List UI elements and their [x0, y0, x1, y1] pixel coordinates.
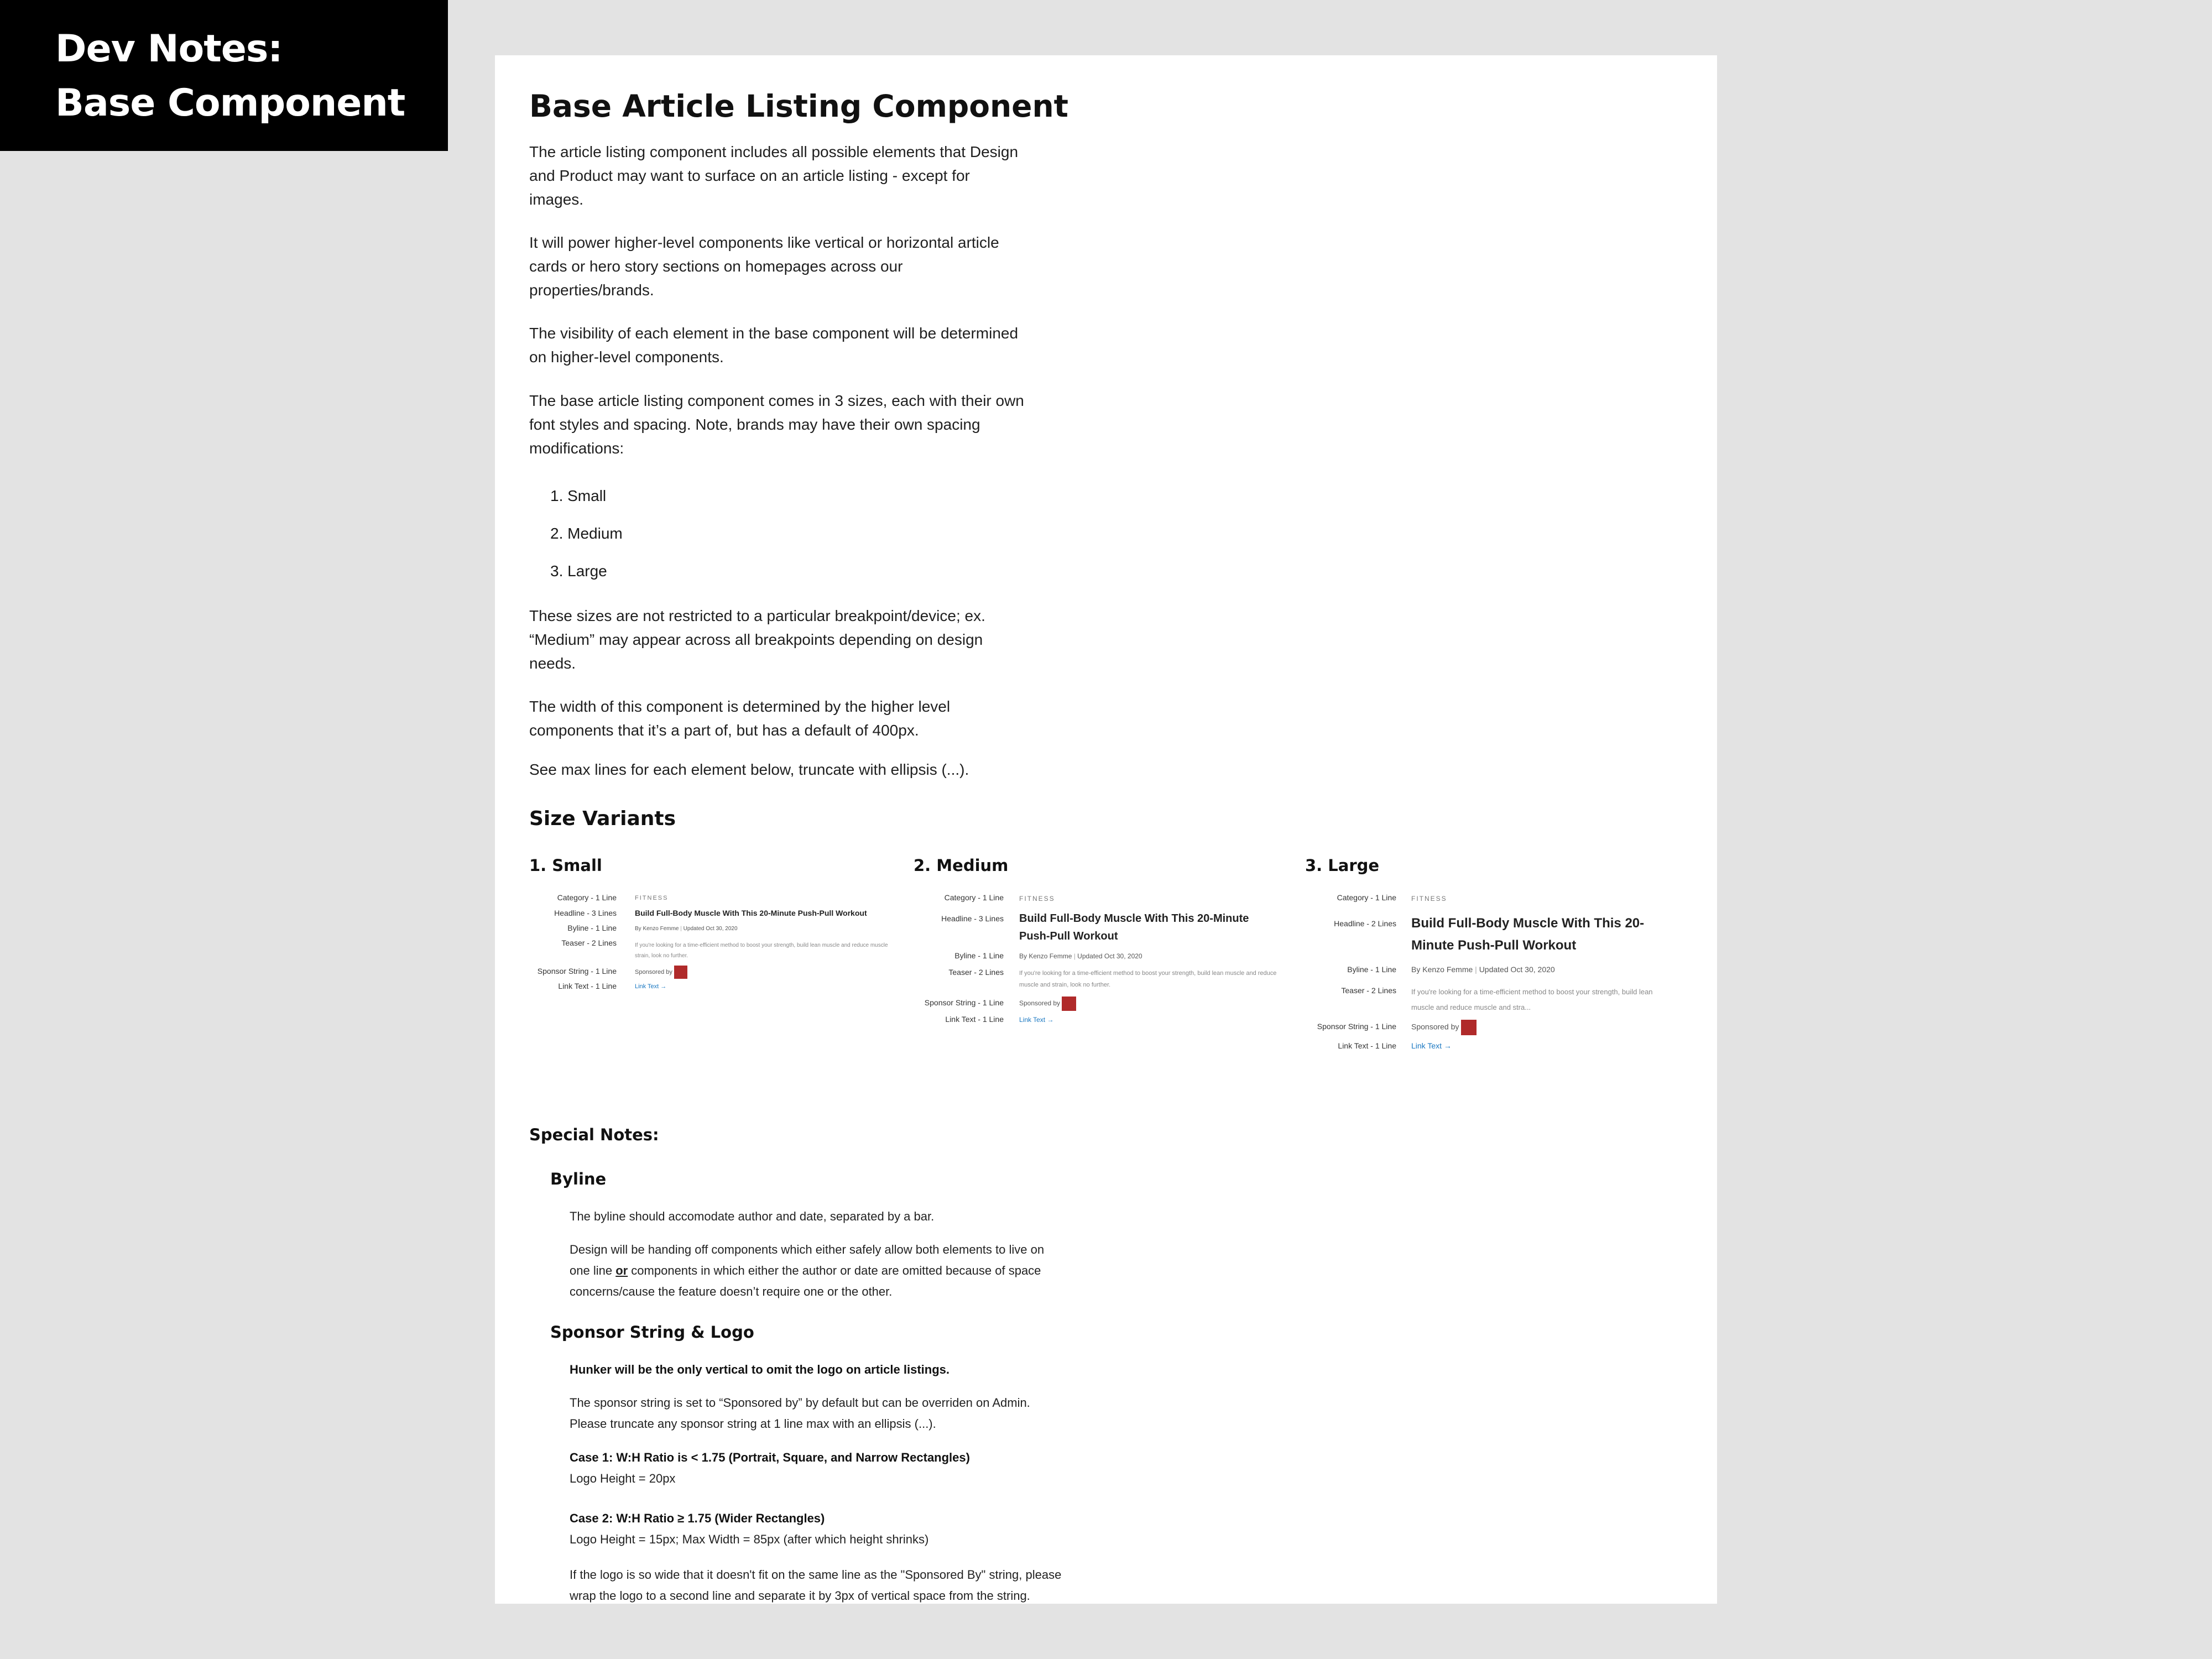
variant-medium-heading: 2. Medium	[914, 856, 1009, 875]
label-sponsor: Sponsor String - 1 Line	[537, 967, 617, 975]
sponsor-note: The sponsor string is set to “Sponsored by” by default but can be overriden on Admin. Please truncate any sponsor string at 1 line max with an ellipsis (...).	[570, 1396, 1030, 1431]
byline-note: The byline should accomodate author and date, separated by a bar.	[570, 1209, 935, 1223]
sample-byline: By Kenzo Femme | Updated Oct 30, 2020	[1019, 952, 1142, 960]
sponsor-logo	[1461, 1020, 1477, 1035]
header-title-line2: Base Component	[55, 81, 405, 125]
label-sponsor: Sponsor String - 1 Line	[924, 998, 1004, 1007]
label-byline: Byline - 1 Line	[954, 951, 1004, 960]
sample-link[interactable]: Link Text →	[635, 983, 667, 990]
label-link: Link Text - 1 Line	[558, 982, 617, 990]
sample-link[interactable]: Link Text →	[1019, 1016, 1054, 1024]
sponsor-note: Hunker will be the only vertical to omit the logo on article listings.	[570, 1363, 950, 1376]
byline-author: By Kenzo Femme	[1411, 965, 1473, 974]
label-teaser: Teaser - 2 Lines	[948, 968, 1004, 977]
header-title-line1: Dev Notes:	[55, 27, 283, 71]
body-paragraph: These sizes are not restricted to a particular breakpoint/device; ex. “Medium” may appear across all breakpoints depending on design needs.	[529, 607, 985, 672]
size-variants-heading: Size Variants	[529, 807, 676, 830]
sample-teaser: If you're looking for a time-efficient method to boost your strength, build lean muscle and reduce muscle and stra...	[1411, 988, 1653, 1011]
page-header-block	[0, 0, 448, 151]
label-headline: Headline - 3 Lines	[554, 909, 617, 917]
special-notes-heading: Special Notes:	[529, 1125, 659, 1144]
sample-headline: Build Full-Body Muscle With This 20-Minute Push-Pull Workout	[635, 909, 867, 917]
sponsor-logo	[674, 966, 687, 979]
label-teaser: Teaser - 2 Lines	[561, 938, 617, 947]
case2-title: Case 2: W:H Ratio ≥ 1.75 (Wider Rectangles)	[570, 1511, 825, 1525]
label-headline: Headline - 3 Lines	[941, 914, 1004, 923]
byline-author: By Kenzo Femme	[1019, 952, 1072, 960]
label-category: Category - 1 Line	[557, 893, 617, 902]
label-category: Category - 1 Line	[1337, 893, 1396, 902]
label-byline: Byline - 1 Line	[567, 924, 617, 932]
sponsor-note: If the logo is so wide that it doesn't fit on the same line as the "Sponsored By" string, please wrap the logo to a second line and separate it by 3px of vertical space from the string.	[570, 1568, 1062, 1603]
size-list-item: 1. Small	[550, 487, 607, 504]
label-teaser: Teaser - 2 Lines	[1341, 986, 1396, 995]
sample-category: FITNESS	[1411, 895, 1447, 902]
label-link: Link Text - 1 Line	[1338, 1041, 1396, 1050]
sponsor-logo	[1062, 997, 1076, 1011]
intro-paragraph: The base article listing component comes in 3 sizes, each with their own font styles and spacing. Note, brands may have their own spacing modifications:	[529, 392, 1024, 457]
label-link: Link Text - 1 Line	[945, 1015, 1004, 1024]
sample-teaser: If you're looking for a time-efficient method to boost your strength, build lean muscle and reduce muscle strain, look no further.	[635, 942, 888, 959]
body-paragraph: See max lines for each element below, truncate with ellipsis (...).	[529, 761, 969, 778]
sample-sponsor: Sponsored by	[1411, 1020, 1477, 1035]
intro-paragraph: It will power higher-level components like vertical or horizontal article cards or hero story sections on homepages across our properties/brands.	[529, 234, 999, 299]
label-sponsor: Sponsor String - 1 Line	[1317, 1022, 1396, 1031]
variant-large-heading: 3. Large	[1305, 856, 1380, 875]
case2-body: Logo Height = 15px; Max Width = 85px (after which height shrinks)	[570, 1532, 929, 1546]
document-card	[495, 55, 1717, 1604]
sample-category: FITNESS	[635, 895, 669, 901]
case1-title: Case 1: W:H Ratio is < 1.75 (Portrait, Square, and Narrow Rectangles)	[570, 1451, 970, 1464]
byline-note: Design will be handing off components which either safely allow both elements to live on one line or components in which either the author or date are omitted because of space concerns/cause the feature doesn’t require one or the other.	[570, 1243, 1045, 1298]
sample-headline: Build Full-Body Muscle With This 20-Minute Push-Pull Workout	[1019, 912, 1249, 942]
sample-byline: By Kenzo Femme | Updated Oct 30, 2020	[635, 926, 738, 932]
byline-date: Updated Oct 30, 2020	[683, 926, 738, 932]
size-list-item: 2. Medium	[550, 525, 623, 542]
byline-date: Updated Oct 30, 2020	[1077, 952, 1142, 960]
byline-author: By Kenzo Femme	[635, 926, 679, 932]
sample-byline: By Kenzo Femme | Updated Oct 30, 2020	[1411, 965, 1555, 974]
sample-sponsor: Sponsored by	[1019, 997, 1076, 1011]
label-headline: Headline - 2 Lines	[1334, 919, 1396, 928]
sample-category: FITNESS	[1019, 895, 1055, 902]
byline-notes-heading: Byline	[550, 1170, 607, 1188]
sample-link[interactable]: Link Text →	[1411, 1041, 1452, 1050]
case1-body: Logo Height = 20px	[570, 1472, 676, 1485]
document-title: Base Article Listing Component	[529, 88, 1068, 124]
sample-teaser: If you're looking for a time-efficient method to boost your strength, build lean muscle and reduce muscle and strain, look no further.	[1019, 970, 1277, 988]
body-paragraph: The width of this component is determined by the higher level components that it’s a part of, but has a default of 400px.	[529, 698, 951, 739]
sample-headline: Build Full-Body Muscle With This 20-Minute Push-Pull Workout	[1411, 916, 1645, 953]
variant-small-heading: 1. Small	[529, 856, 602, 875]
sponsor-notes-heading: Sponsor String & Logo	[550, 1323, 754, 1342]
size-list-item: 3. Large	[550, 562, 607, 580]
intro-paragraph: The article listing component includes all possible elements that Design and Product may want to surface on an article listing - except for images.	[529, 143, 1019, 208]
label-byline: Byline - 1 Line	[1347, 965, 1396, 974]
label-category: Category - 1 Line	[944, 893, 1004, 902]
sample-sponsor: Sponsored by	[635, 966, 687, 979]
intro-paragraph: The visibility of each element in the base component will be determined on higher-level components.	[529, 325, 1019, 366]
byline-date: Updated Oct 30, 2020	[1479, 965, 1555, 974]
